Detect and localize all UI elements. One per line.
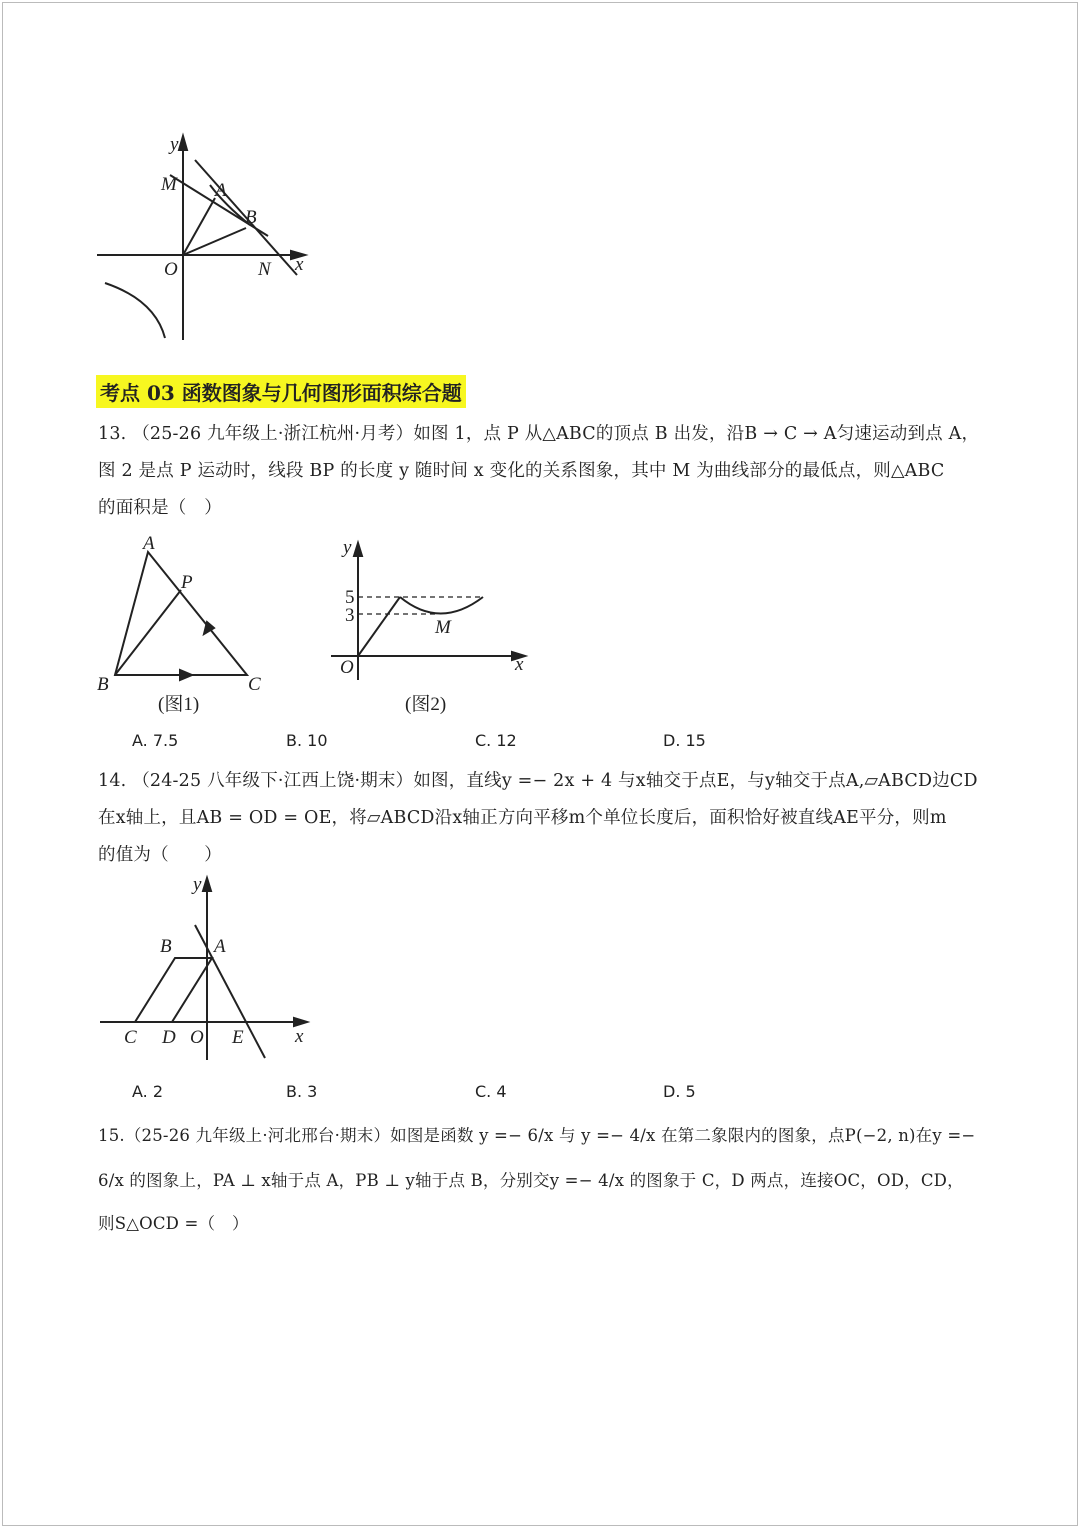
q13-option-d[interactable]: D. 15 (663, 731, 706, 750)
q14-line-2: 在x轴上，且AB = OD = OE，将▱ABCD沿x轴正方向平移m个单位长度后，面积恰好被直线AE平分，则m (98, 808, 947, 828)
y-arrow (179, 136, 187, 150)
q13-line-1: 13. （25-26 九年级上·浙江杭州·月考）如图 1，点 P 从△ABC的顶点 B 出发，沿B → C → A匀速运动到点 A， (98, 424, 980, 444)
label-M: M (161, 174, 177, 195)
fig2-label-y: y (343, 537, 352, 558)
section-heading: 考点 03 函数图象与几何图形面积综合题 (96, 375, 466, 408)
fig1-caption: (图1) (158, 694, 200, 715)
arrow-bc (180, 670, 192, 680)
q14-label-E: E (232, 1027, 244, 1048)
label-y: y (170, 134, 179, 155)
q14-label-D: D (162, 1027, 176, 1048)
fig2-label-x: x (515, 654, 524, 675)
q15-line-2: 6/x 的图象上，PA ⊥ x轴于点 A，PB ⊥ y轴于点 B，分别交y =− 4/x 的图象于 C，D 两点，连接OC，OD，CD， (98, 1171, 964, 1190)
q15-line-3: 则S△OCD =（ ） (98, 1214, 249, 1233)
fig2-tick-3: 3 (345, 605, 355, 626)
label-O: O (164, 259, 178, 280)
fig2-caption: (图2) (405, 694, 447, 715)
q14-label-y: y (193, 874, 202, 895)
fig2-label-M: M (435, 617, 451, 638)
label-B: B (245, 207, 257, 228)
fig2-label-O: O (340, 657, 354, 678)
segment-oa (183, 198, 215, 255)
q14-label-O: O (190, 1027, 204, 1048)
q14-option-d[interactable]: D. 5 (663, 1082, 696, 1101)
q14-label-B: B (160, 936, 172, 957)
top-figure (97, 136, 305, 340)
q14-option-a[interactable]: A. 2 (132, 1082, 164, 1101)
q13-line-3: 的面积是（ ） (98, 498, 222, 518)
label-x: x (295, 254, 304, 275)
hyperbola-q3 (105, 283, 165, 338)
label-A: A (215, 180, 227, 201)
q13-line-2: 图 2 是点 P 运动时，线段 BP 的长度 y 随时间 x 变化的关系图象，其中 M 为曲线部分的最低点，则△ABC (98, 461, 945, 481)
q14-option-b[interactable]: B. 3 (286, 1082, 318, 1101)
q14-label-C: C (124, 1027, 137, 1048)
segment-ob (183, 228, 246, 255)
q14-option-c[interactable]: C. 4 (475, 1082, 507, 1101)
fig1-label-P: P (181, 572, 193, 593)
q13-option-c[interactable]: C. 12 (475, 731, 517, 750)
fig1-label-A: A (143, 533, 155, 554)
q13-option-a[interactable]: A. 7.5 (132, 731, 179, 750)
q14-line-3: 的值为（ ） (98, 845, 222, 865)
q15-line-1: 15.（25-26 九年级上·河北邢台·期末）如图是函数 y =− 6/x 与 y =− 4/x 在第二象限内的图象，点P(−2, n)在y =− (98, 1126, 976, 1145)
q14-label-A: A (214, 936, 226, 957)
fig1-label-C: C (248, 674, 261, 695)
fig1-label-B: B (97, 674, 109, 695)
q14-line-1: 14. （24-25 八年级下·江西上饶·期末）如图，直线y =− 2x + 4 与x轴交于点E，与y轴交于点A,▱ABCD边CD (98, 771, 978, 791)
fig2-tick-5: 5 (345, 587, 355, 608)
q13-option-b[interactable]: B. 10 (286, 731, 328, 750)
q14-label-x: x (295, 1026, 304, 1047)
label-N: N (258, 259, 271, 280)
q13-figure-2 (331, 543, 525, 680)
